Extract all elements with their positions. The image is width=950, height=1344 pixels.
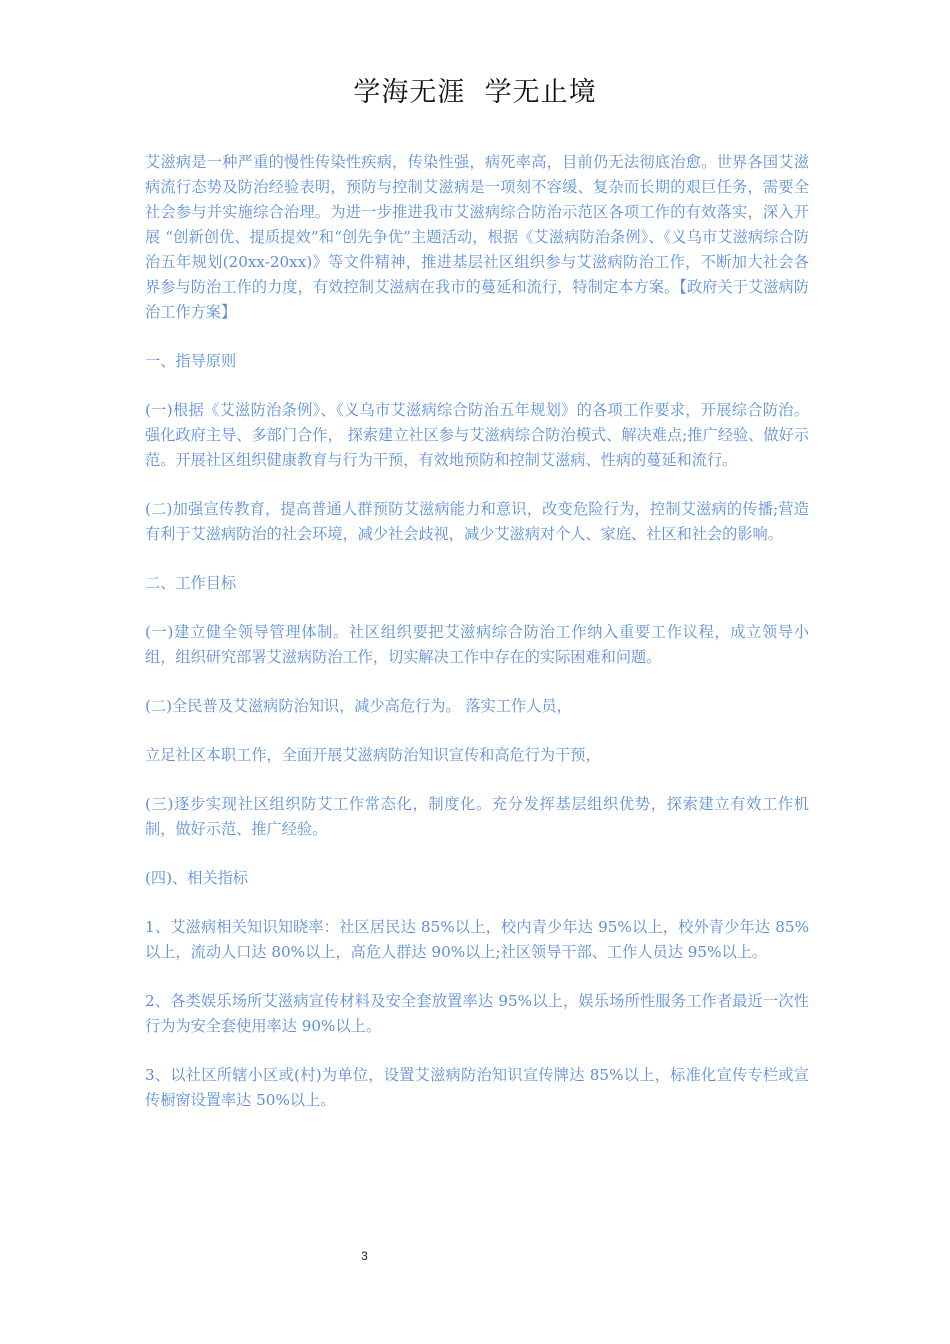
principle-paragraph-1: (一)根据《艾滋防治条例》、《义乌市艾滋病综合防治五年规划》的各项工作要求，开展综合防治。强化政府主导、多部门合作， 探索建立社区参与艾滋病综合防治模式、解决难点;推广经验、做好示范。开展社区组织健康教育与行为干预，有效地预防和控制艾滋病、性病的蔓延和流行。: [145, 401, 809, 469]
goal-paragraph-2-continued: 立足社区本职工作，全面开展艾滋病防治知识宣传和高危行为干预，: [145, 746, 601, 764]
section-heading-guiding-principles: 一、指导原则: [145, 352, 237, 370]
goal-paragraph-2: (二)全民普及艾滋病防治知识，减少高危行为。 落实工作人员，: [145, 697, 572, 715]
page-header-title: 学海无涯 学无止境: [353, 77, 597, 108]
principle-paragraph-2: (二)加强宣传教育，提高普通人群预防艾滋病能力和意识，改变危险行为，控制艾滋病的传播;营造有利于艾滋病防治的社会环境，减少社会歧视，减少艾滋病对个人、家庭、社区和社会的影响。: [145, 500, 809, 543]
page-number: 3: [361, 1249, 368, 1263]
intro-paragraph: 艾滋病是一种严重的慢性传染性疾病，传染性强，病死率高，目前仍无法彻底治愈。世界各国艾滋病流行态势及防治经验表明，预防与控制艾滋病是一项刻不容缓、复杂而长期的艰巨任务，需要全社会参与并实施综合治理。为进一步推进我市艾滋病综合防治示范区各项工作的有效落实，深入开展 “创新创优、提质提效”和“创先争优”主题活动，根据《艾滋病防治条例》、《义乌市艾滋病综合防治五年规划(20xx-20xx)》等文件精神，推进基层社区组织参与艾滋病防治工作，不断加大社会各界参与防治工作的力度，有效控制艾滋病在我市的蔓延和流行，特制定本方案。【政府关于艾滋病防治工作方案】: [145, 153, 809, 321]
indicator-paragraph-1: 1、艾滋病相关知识知晓率：社区居民达 85%以上，校内青少年达 95%以上，校外青少年达 85%以上，流动人口达 80%以上，高危人群达 90%以上;社区领导干部、工作人员达 95%以上。: [145, 918, 809, 961]
goal-paragraph-1: (一)建立健全领导管理体制。社区组织要把艾滋病综合防治工作纳入重要工作议程，成立领导小组，组织研究部署艾滋病防治工作，切实解决工作中存在的实际困难和问题。: [145, 623, 809, 666]
indicator-paragraph-2: 2、各类娱乐场所艾滋病宣传材料及安全套放置率达 95%以上，娱乐场所性服务工作者最近一次性行为为安全套使用率达 90%以上。: [145, 992, 809, 1035]
document-body: [145, 150, 809, 1137]
section-heading-indicators: (四)、相关指标: [145, 869, 248, 887]
goal-paragraph-3: (三)逐步实现社区组织防艾工作常态化，制度化。充分发挥基层组织优势，探索建立有效工作机制，做好示范、推广经验。: [145, 795, 809, 838]
section-heading-work-goals: 二、工作目标: [145, 574, 237, 592]
indicator-paragraph-3: 3、以社区所辖小区或(村)为单位，设置艾滋病防治知识宣传牌达 85%以上，标准化宣传专栏或宣传橱窗设置率达 50%以上。: [145, 1066, 809, 1109]
